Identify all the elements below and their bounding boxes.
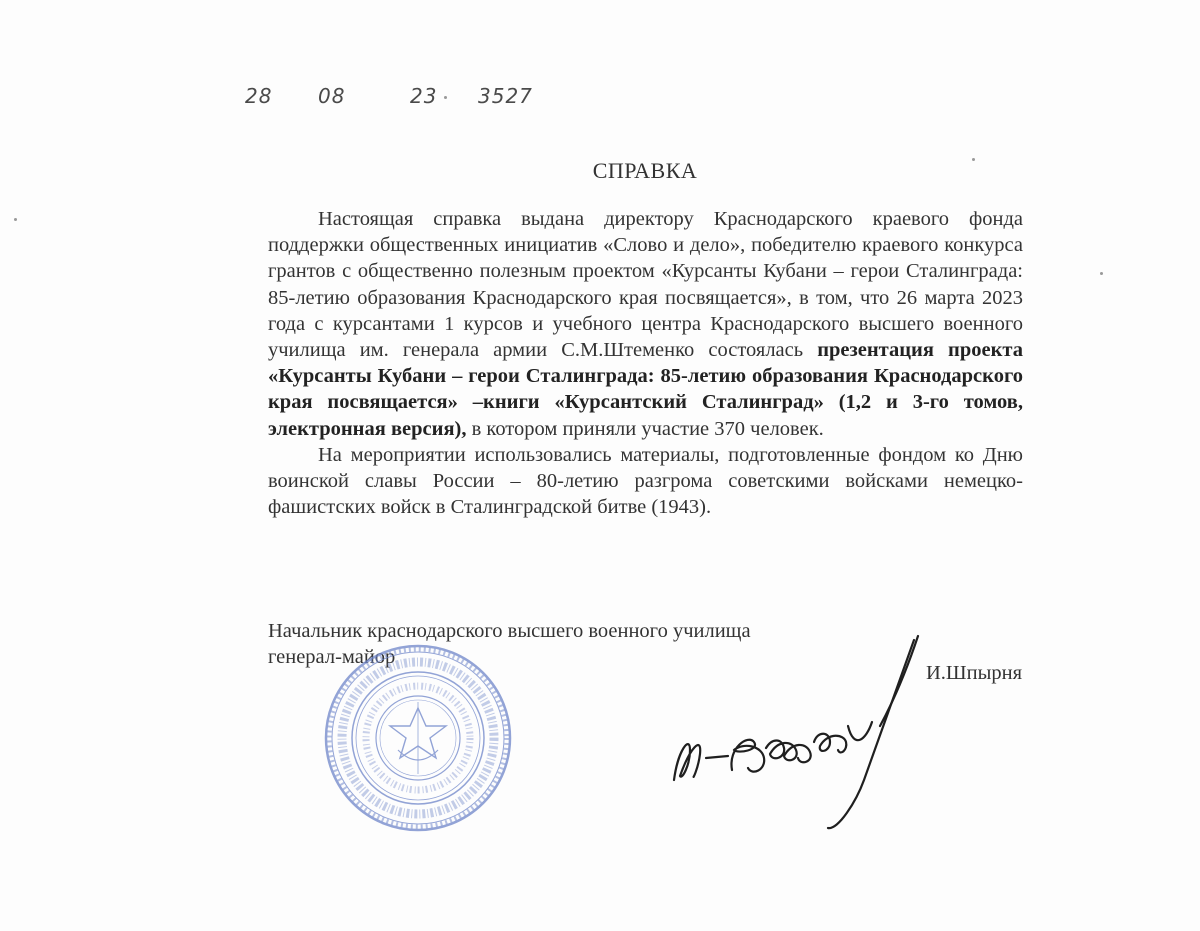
signer-name: И.Шпырня <box>926 662 1023 684</box>
scan-speck <box>14 218 17 221</box>
scan-speck <box>444 96 447 99</box>
scan-speck <box>1100 272 1103 275</box>
paragraph-1-text: Настоящая справка выдана директору Краснодарского краевого фонда поддержки общественных инициатив «Слово и дело», победителю краевого конкурса грантов с общественно полезным проектом «Курсанты Кубани – герои Сталинграда: 85-летию образования Краснодарского края посвящается», в том, что 26 марта 2023 года с курсантами 1 курсов и учебного центра Краснодарского высшего военного училища им. генерала армии С.М.Штеменко состоялась <box>268 208 1023 362</box>
military-rank: генерал-майор <box>268 646 396 668</box>
position-title: Начальник краснодарского высшего военного училища <box>268 620 751 642</box>
scan-speck <box>972 158 975 161</box>
paragraph-2: На мероприятии использовались материалы, подготовленные фондом ко Дню воинской славы России – 80-летию разгрома советскими войсками немецко-фашистских войск в Сталинградской битве (1943). <box>268 443 1023 519</box>
paragraph-1 <box>268 206 1023 442</box>
handwritten-signature-icon <box>668 630 928 835</box>
handwritten-year: 23 <box>410 84 438 108</box>
document-title: СПРАВКА <box>592 158 698 183</box>
paragraph-1-end: в котором приняли участие 370 человек. <box>466 417 824 440</box>
handwritten-number: 3527 <box>478 84 533 108</box>
official-seal-icon <box>318 638 518 838</box>
handwritten-month: 08 <box>318 84 346 108</box>
handwritten-day: 28 <box>245 84 273 108</box>
paragraph-1-bold: презентация проекта «Курсанты Кубани – герои Сталинграда: 85-летию образования Краснодарского края посвящается» –книги «Курсантский Сталинград» (1,2 и 3-го томов, электронная версия), <box>268 339 1023 440</box>
document-body <box>268 206 1023 520</box>
